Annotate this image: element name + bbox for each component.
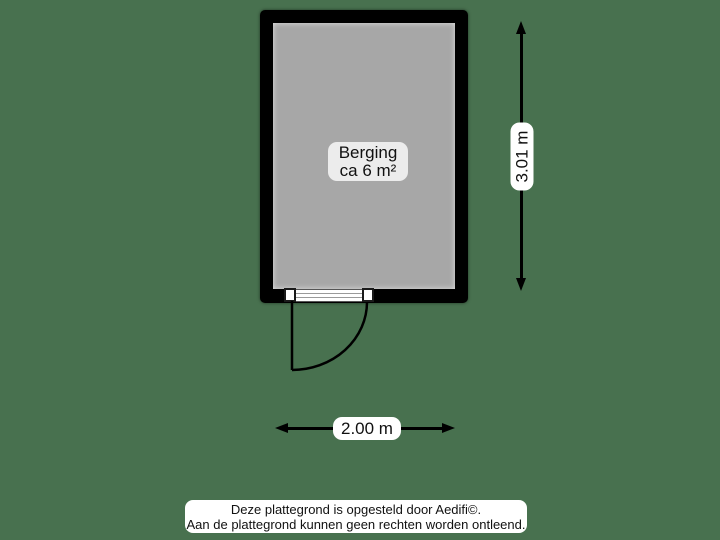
arrow-left-icon: [275, 423, 288, 433]
arrow-right-icon: [442, 423, 455, 433]
room-area: ca 6 m²: [339, 160, 397, 180]
footer-line-2: Aan de plattegrond kunnen geen rechten worden ontleend.: [186, 516, 526, 532]
vertical-dimension-label: 3.01 m: [511, 123, 534, 191]
room-name: Berging: [338, 142, 398, 162]
arrow-down-icon: [516, 278, 526, 291]
door-swing-icon: [285, 296, 380, 376]
footer-disclaimer: [185, 500, 527, 533]
room-label: [328, 142, 408, 181]
horizontal-dimension-label: 2.00 m: [333, 417, 401, 440]
arrow-up-icon: [516, 21, 526, 34]
footer-line-1: Deze plattegrond is opgesteld door Aedifi©.: [230, 501, 482, 517]
